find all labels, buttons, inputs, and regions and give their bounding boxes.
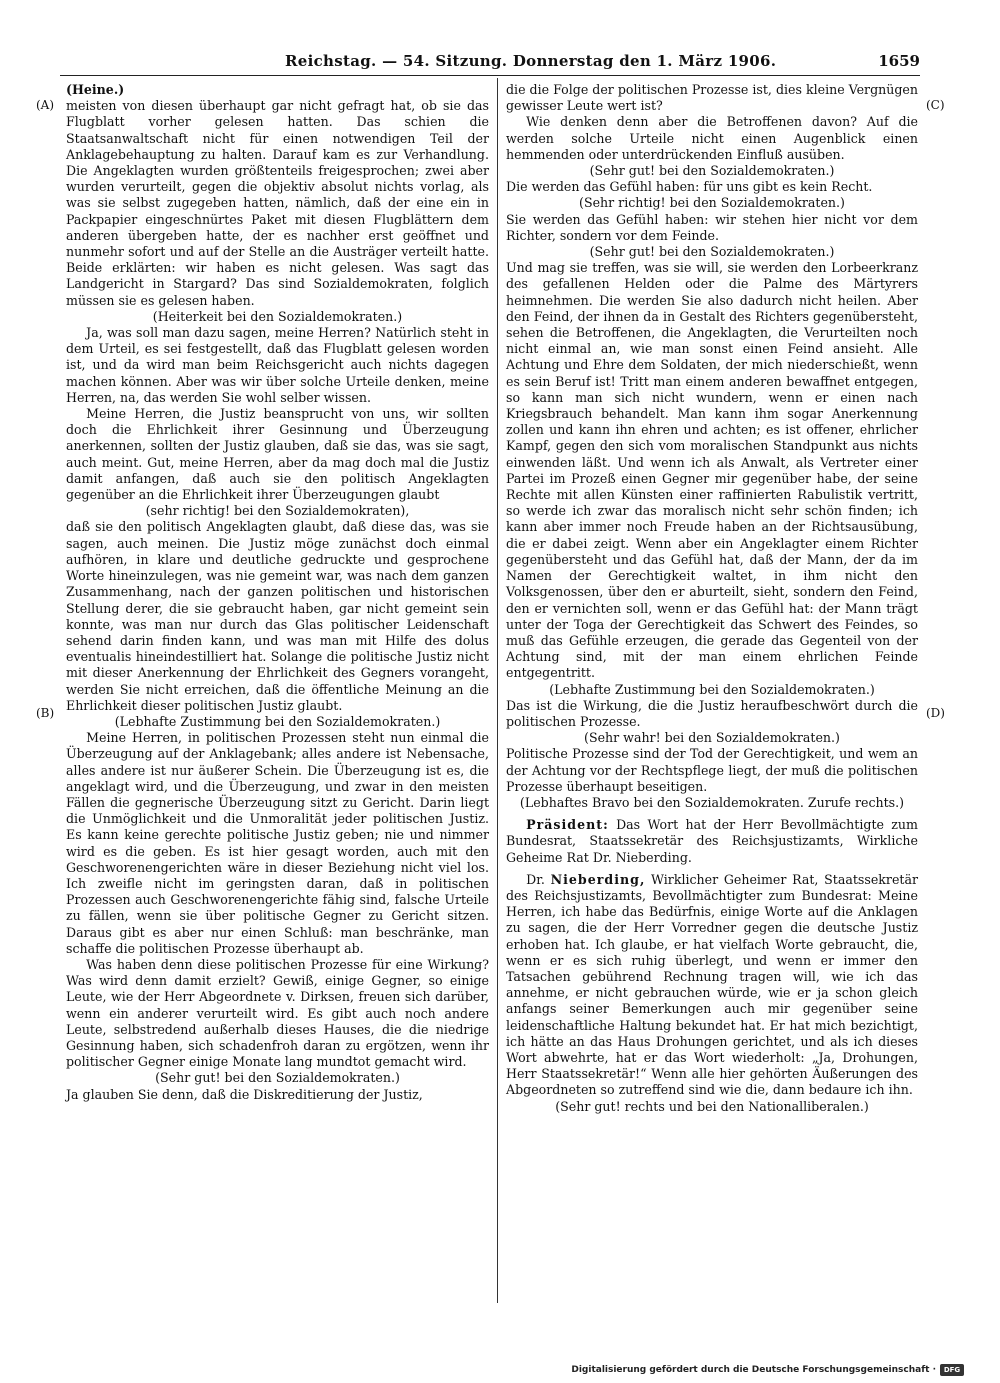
right-column bbox=[506, 82, 918, 1115]
president-text: Das Wort hat der Herr Bevollmächtigte zum Bundesrat, Staatssekretär des Reichsjustizamts, Wirkliche Geheime Rat Dr. Nieberding. bbox=[506, 817, 918, 865]
president-label: Präsident: bbox=[526, 817, 609, 833]
paragraph: Politische Prozesse sind der Tod der Gerechtigkeit, und wem an der Achtung vor der Rechtspflege liegt, der muß die politischen Prozesse überhaupt beseitigen. bbox=[506, 746, 918, 794]
paragraph: Was haben denn diese politischen Prozesse für eine Wirkung? Was wird denn damit erzielt? Gewiß, einige Gegner, so einige Leute, wie der Herr Abgeordnete v. Dirksen, freuen sich darüber, wenn ein anderer verurteilt wird. Es gibt auch noch andere Leute, selbstredend außerhalb dieses Hauses, die die niedrige Gesinnung haben, sich schadenfroh daran zu ergötzen, wenn ihr politischer Gegner einige Monate lang mundtot gemacht wird. bbox=[66, 956, 489, 1070]
page-number: 1659 bbox=[878, 52, 920, 70]
paragraph: Und mag sie treffen, was sie will, sie werden den Lorbeerkranz des gefallenen Helden oder die Palme des Märtyrers heimnehmen. Die werden Sie also dadurch nicht heilen. Aber den Feind, der ihnen da in Gestalt des Richters gegenübersteht, sehen die Betroffenen, die Angeklagten, die Verurteilten noch nicht einmal an, wie man sonst einen Feind ansieht. Alle Achtung und Ehre dem Soldaten, der mich niederschießt, wenn es sein Beruf ist! Tritt man einem anderen bewaffnet entgegen, so kann man sich nicht wundern, wenn er einen nach Kriegsbrauch behandelt. Man kann ihm sogar Anerkennung zollen und kann ihn ehren und achten; es ist offener, ehrlicher Kampf, gegen den sich vom moralischen Standpunkt aus nichts einwenden läßt. Und wenn ich als Anwalt, als Vertreter einer Partei im Prozeß einen Gegner mir gegenüber habe, der seine Rechte mit allen Künsten einer raffinierten Rabulistik vertritt, so werde ich zwar das moralisch nicht sehr schön finden; ich kann aber immer noch Freude haben an der Richtsausübung, die er dabei zeigt. Wenn aber ein Angeklagter einem Richter gegenübersteht und das Gefühl hat, daß der Mann, der da im Namen der Gerechtigkeit waltet, in ihm nicht den Volksgenossen, über den er aburteilt, sieht, sondern den Feind, den er vernichten soll, wenn er das Gefühl hat: der Mann trägt unter der Toga der Gerechtigkeit das Schwert des Feindes, so muß das Gefühle erzeugen, die gerade das Gegenteil von der Achtung sind, mit der man einem ehrlichen Feinde entgegentritt. bbox=[506, 260, 918, 681]
speaker-text: Wirklicher Geheimer Rat, Staatssekretär des Reichsjustizamts, Bevollmächtigter zum Bundesrat: Meine Herren, ich habe das Bedürfnis, einige Worte auf die Anklagen zu sagen, die der Herr Vorredner gegen die deutsche Justiz erhoben hat. Ich glaube, er hat vielfach Worte gebraucht, die, wenn er es sich ruhig überlegt, und wenn er immer den Tatsachen gebührend Rechnung tragen will, wie ich das annehme, er nicht gebrauchen würde, wie er ja schon gleich anfangs seiner Bemerkungen auch mir gegenüber seine leidenschaftliche Haltung bekundet hat. Er hat mich bezichtigt, ich hätte an das Haus Drohungen gerichtet, und als ich dieses Wort abwehrte, hat er das Wort wiederholt: „Ja, Drohungen, Herr Staatssekretär!“ Wenn alle hier gehörten Äußerungen des Abgeordneten so zutreffend sind wie die, dann bedaure ich ihn. bbox=[506, 871, 918, 1098]
interjection: (Lebhafte Zustimmung bei den Sozialdemokraten.) bbox=[114, 713, 441, 729]
margin-marker-c: (C) bbox=[926, 98, 945, 112]
running-title: Reichstag. — 54. Sitzung. Donnerstag den 1. März 1906. bbox=[285, 52, 777, 70]
speaker-statement bbox=[506, 872, 918, 1099]
speaker-tag: (Heine.) bbox=[66, 82, 125, 97]
interjection: (Sehr gut! bei den Sozialdemokraten.) bbox=[589, 163, 835, 179]
paragraph: Meine Herren, die Justiz beansprucht von uns, wir sollten doch die Ehrlichkeit ihrer Gesinnung und Überzeugung anerkennen, sollten der Justiz glauben, daß sie das, was sie sagt, auch meint. Gut, meine Herren, aber da mag doch mal die Justiz damit anfangen, daß auch sie den politisch Angeklagten gegenüber an die Ehrlichkeit ihrer Überzeugungen glaubt bbox=[66, 406, 489, 503]
interjection: (Sehr wahr! bei den Sozialdemokraten.) bbox=[584, 730, 840, 746]
interjection: (Lebhaftes Bravo bei den Sozialdemokraten. Zurufe rechts.) bbox=[519, 794, 905, 810]
footer-credit bbox=[571, 1364, 964, 1376]
paragraph: die die Folge der politischen Prozesse ist, dies kleine Vergnügen gewisser Leute wert ist? bbox=[506, 82, 918, 114]
interjection: (Sehr gut! rechts und bei den Nationalliberalen.) bbox=[555, 1098, 869, 1114]
speaker-prefix: Dr. bbox=[526, 871, 545, 887]
left-column bbox=[66, 82, 489, 1103]
page-header bbox=[60, 50, 920, 74]
margin-marker-b: (B) bbox=[36, 706, 55, 720]
interjection: (Lebhafte Zustimmung bei den Sozialdemokraten.) bbox=[549, 681, 875, 697]
margin-marker-a: (A) bbox=[36, 98, 55, 112]
paragraph: Das ist die Wirkung, die die Justiz heraufbeschwört durch die politischen Prozesse. bbox=[506, 697, 918, 729]
margin-marker-d: (D) bbox=[926, 706, 945, 720]
president-statement bbox=[506, 817, 918, 866]
footer-text: Digitalisierung gefördert durch die Deutsche Forschungsgemeinschaft · bbox=[571, 1365, 936, 1375]
interjection: (Sehr richtig! bei den Sozialdemokraten.) bbox=[579, 195, 845, 211]
paragraph: meisten von diesen überhaupt gar nicht gefragt hat, ob sie das Flugblatt vorher gelesen hatten. Das schien die Staatsanwaltschaft nicht für einen notwendigen Teil der Anklagebehauptung zu halten. Darauf kam es zur Verhandlung. Die Angeklagten wurden größtenteils freigesprochen; zwei aber wurden verurteilt, gegen die objektiv absolut nichts vorlag, als was sie selbst zugegeben hatten, nämlich, daß der eine ein in Packpapier eingeschnürtes Paket mit diesen Flugblättern dem anderen übergeben hatte, der es nachher erst geöffnet und nunmehr sofort und auf der Stelle an die Austräger verteilt hatte. Beide erklärten: wir haben es nicht gelesen. Was sagt das Landgericht in Stargard? Das sind Sozialdemokraten, folglich müssen sie es gelesen haben. bbox=[66, 98, 489, 308]
header-rule bbox=[60, 75, 920, 76]
paragraph: Sie werden das Gefühl haben: wir stehen hier nicht vor dem Richter, sondern vor dem Feinde. bbox=[506, 211, 918, 243]
interjection: (Heiterkeit bei den Sozialdemokraten.) bbox=[152, 308, 403, 324]
column-divider bbox=[497, 78, 498, 1303]
paragraph: Ja, was soll man dazu sagen, meine Herren? Natürlich steht in dem Urteil, es sei festgestellt, daß das Flugblatt gelesen worden ist, und da wird man beim Reichsgericht auch nichts dagegen machen können. Aber was wir über solche Urteile denken, meine Herren, na, das werden Sie wohl selber wissen. bbox=[66, 325, 489, 405]
interjection: (Sehr gut! bei den Sozialdemokraten.) bbox=[589, 244, 835, 260]
paragraph: Ja glauben Sie denn, daß die Diskreditierung der Justiz, bbox=[66, 1086, 423, 1102]
dfg-logo-icon: DFG bbox=[940, 1364, 964, 1376]
interjection: (sehr richtig! bei den Sozialdemokraten), bbox=[145, 503, 410, 519]
paragraph: daß sie den politisch Angeklagten glaubt, daß diese das, was sie sagen, auch meinen. Die Justiz möge zunächst doch einmal aufhören, in klare und deutliche gedruckte und gesprochene Worte hineinzulegen, was nie gemeint war, was nach dem ganzen Zusammenhang, nach der ganzen politischen und historischen Stellung derer, die sie gebraucht haben, gar nicht gemeint sein konnte, was man nur durch das Glas politischer Leidenschaft sehend darin finden kann, und was man mit Hilfe des dolus eventualis hineindestilliert hat. Solange die politische Justiz nicht mit dieser Anerkennung der Ehrlichkeit des Gegners vorangeht, werden Sie nicht erreichen, daß die öffentliche Meinung an die Ehrlichkeit dieser politischen Justiz glaubt. bbox=[66, 519, 489, 713]
paragraph: Wie denken denn aber die Betroffenen davon? Auf die werden solche Urteile nicht einen Augenblick einen hemmenden oder unterdrückenden Einfluß ausüben. bbox=[506, 114, 918, 162]
interjection: (Sehr gut! bei den Sozialdemokraten.) bbox=[155, 1070, 400, 1086]
paragraph: Die werden das Gefühl haben: für uns gibt es kein Recht. bbox=[506, 179, 873, 195]
paragraph: Meine Herren, in politischen Prozessen steht nun einmal die Überzeugung auf der Anklagebank; alles andere ist Nebensache, alles andere ist nur äußerer Schein. Die Überzeugung ist es, die angeklagt wird, und die Überzeugung, und zwar in den meisten Fällen die gegnerische Überzeugung sitzt zu Gericht. Darin liegt die Unmöglichkeit und die Unmoralität jeder politischen Justiz. Es kann keine gerechte politische Justiz geben; nie und nimmer wird es die geben. Es ist hier gesagt worden, auch mit den Geschworenengerichten wäre in dieser Beziehung nicht viel los. Ich zweifle nicht im geringsten daran, daß in politischen Prozessen auch Geschworenengerichte fähig sind, falsche Urteile zu fällen, wenn sie über politische Gegner zu Gericht sitzen. Daraus gibt es aber nur einen Schluß: man beschränke, man schaffe die politischen Prozesse überhaupt ab. bbox=[66, 730, 489, 956]
speaker-name: Nieberding, bbox=[550, 871, 646, 887]
